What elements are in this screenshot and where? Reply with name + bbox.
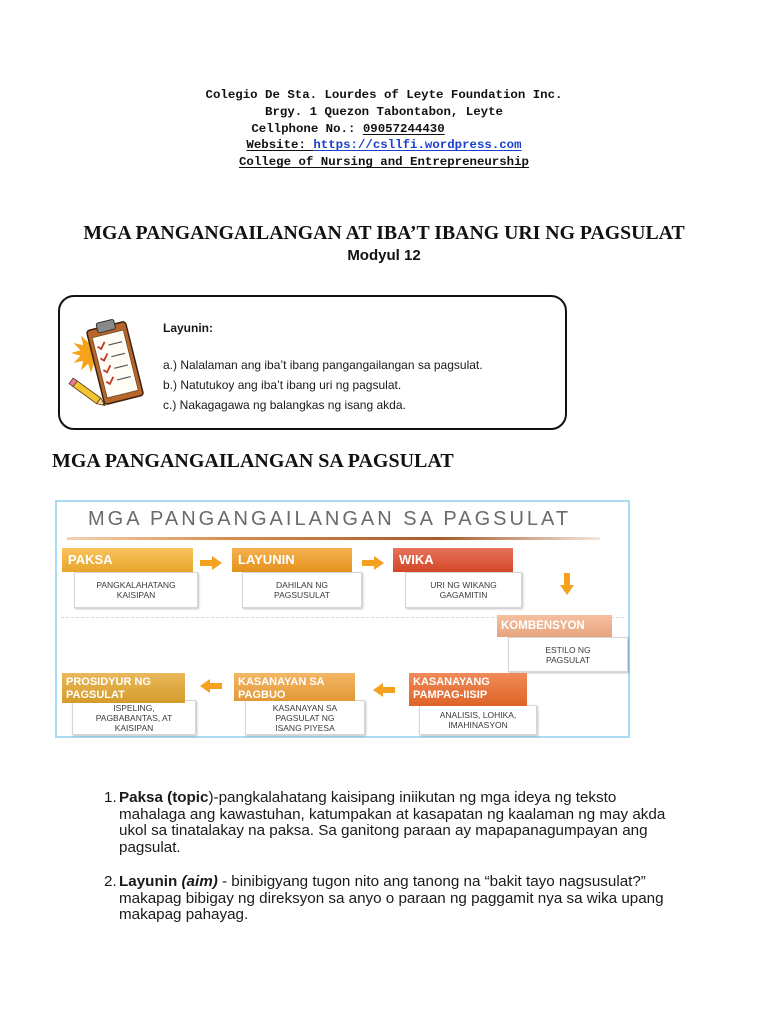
- step-label: PROSIDYUR NG: [66, 676, 151, 688]
- objective-item: b.) Natutukoy ang iba’t ibang uri ng pagsulat.: [163, 378, 402, 392]
- step-detail-prosidyur: [72, 700, 196, 735]
- phone-number: 09057244430: [362, 121, 445, 136]
- requirements-infographic: [55, 500, 630, 738]
- step-label: PAMPAG-IISIP: [413, 688, 488, 701]
- arrow-left-icon: [373, 683, 395, 697]
- website-line: [0, 137, 768, 154]
- step-label: WIKA: [399, 552, 434, 567]
- step-header-paksa: [62, 548, 193, 572]
- infographic-title: MGA PANGANGAILANGAN SA PAGSULAT: [88, 508, 572, 530]
- step-detail-line: PANGKALAHATANG: [96, 580, 176, 590]
- list-item-text: [119, 874, 677, 924]
- step-label: PAGSULAT: [66, 688, 125, 701]
- step-detail-paksa: [74, 572, 198, 608]
- module-title: MGA PANGANGAILANGAN AT IBA’T IBANG URI NG PAGSULAT: [83, 222, 685, 244]
- step-label: LAYUNIN: [238, 552, 295, 567]
- letterhead: [0, 87, 768, 171]
- step-detail-kasanayang-pampag-iisip: [419, 705, 537, 735]
- step-header-prosidyur: [62, 673, 185, 703]
- step-detail-line: ANALISIS, LOHIKA,: [439, 710, 517, 720]
- list-term: Layunin: [119, 873, 178, 890]
- step-detail-line: KAISIPAN: [114, 722, 154, 733]
- objectives-heading: Layunin:: [163, 321, 213, 335]
- list-definition: - binibigyang tugon nito ang tanong na “bakit tayo nagsusulat?” makapag bibigay ng direksyon sa anyo o paraan ng paggamit nya sa wika upang makapag pahayag.: [119, 873, 664, 924]
- college-name: College of Nursing and Entrepreneurship: [239, 155, 529, 170]
- step-detail-line: PAGSUSULAT: [274, 590, 330, 600]
- list-definition: )-pangkalahatang kaisipang iniikutan ng mga ideya ng teksto mahalaga ang kawastuhan, katumpakan at kasapatan ng kaalaman ng may akda ukol sa tinatalakay na paksa. Sa ganitong paraan ay mapapanagumpayan ang pagsulat.: [119, 789, 666, 857]
- website-label: Website:: [246, 138, 306, 153]
- college-line: [0, 154, 768, 171]
- step-detail-line: GAGAMITIN: [439, 590, 488, 600]
- step-detail-kombensyon: [508, 637, 628, 672]
- phone-label: Cellphone No.:: [251, 121, 356, 136]
- step-detail-line: ISPELING,: [113, 702, 155, 713]
- list-number: 2.: [104, 873, 117, 890]
- step-detail-line: URI NG WIKANG: [430, 580, 497, 590]
- step-header-kasanayang-pampag-iisip: [409, 673, 527, 706]
- arrow-left-icon: [200, 679, 222, 693]
- website-underline-group: [246, 138, 521, 152]
- step-label: PAGBUO: [238, 688, 286, 701]
- infographic-title-rule: [67, 537, 600, 540]
- step-detail-line: ISANG PIYESA: [275, 722, 335, 733]
- step-detail-line: DAHILAN NG: [276, 580, 328, 590]
- step-detail-line: IMAHINASYON: [448, 720, 508, 730]
- step-detail-line: KASANAYAN SA: [272, 702, 338, 713]
- list-number: 1.: [104, 789, 117, 806]
- step-header-layunin: [232, 548, 352, 572]
- objective-item: a.) Nalalaman ang iba’t ibang pangangailangan sa pagsulat.: [163, 358, 483, 372]
- step-detail-kasanayan-sa-pagbuo: [245, 700, 365, 735]
- list-term-note: (aim): [181, 873, 218, 890]
- address-line: Brgy. 1 Quezon Tabontabon, Leyte: [265, 104, 503, 119]
- step-label: KOMBENSYON: [501, 620, 585, 632]
- step-detail-line: ESTILO NG: [545, 644, 591, 655]
- list-term: Paksa (topic: [119, 789, 209, 806]
- step-detail-layunin: [242, 572, 362, 608]
- step-detail-line: KAISIPAN: [116, 590, 156, 600]
- phone-line: [0, 121, 732, 138]
- clipboard-checklist-icon: [65, 313, 149, 411]
- website-link[interactable]: https://csllfi.wordpress.com: [313, 138, 522, 153]
- objectives-box: [58, 295, 567, 430]
- step-label: KASANAYAN SA: [238, 676, 325, 688]
- arrow-down-icon: [560, 573, 574, 595]
- step-label: KASANAYANG: [413, 676, 490, 688]
- step-detail-line: PAGSULAT NG: [275, 712, 335, 723]
- step-label: PAKSA: [68, 552, 113, 567]
- arrow-right-icon: [200, 556, 222, 570]
- objective-item: c.) Nakagagawa ng balangkas ng isang akda.: [163, 398, 406, 412]
- institution-name: Colegio De Sta. Lourdes of Leyte Foundation Inc.: [205, 88, 563, 102]
- module-number: Modyul 12: [347, 247, 421, 264]
- list-item-text: [119, 790, 677, 857]
- section-heading: MGA PANGANGAILANGAN SA PAGSULAT: [52, 450, 454, 472]
- step-header-kombensyon: [497, 615, 612, 637]
- step-detail-line: PAGBABANTAS, AT: [95, 712, 173, 723]
- arrow-right-icon: [362, 556, 384, 570]
- step-header-wika: [393, 548, 513, 572]
- step-header-kasanayan-sa-pagbuo: [234, 673, 355, 701]
- step-detail-line: PAGSULAT: [545, 654, 591, 665]
- step-detail-wika: [405, 572, 522, 608]
